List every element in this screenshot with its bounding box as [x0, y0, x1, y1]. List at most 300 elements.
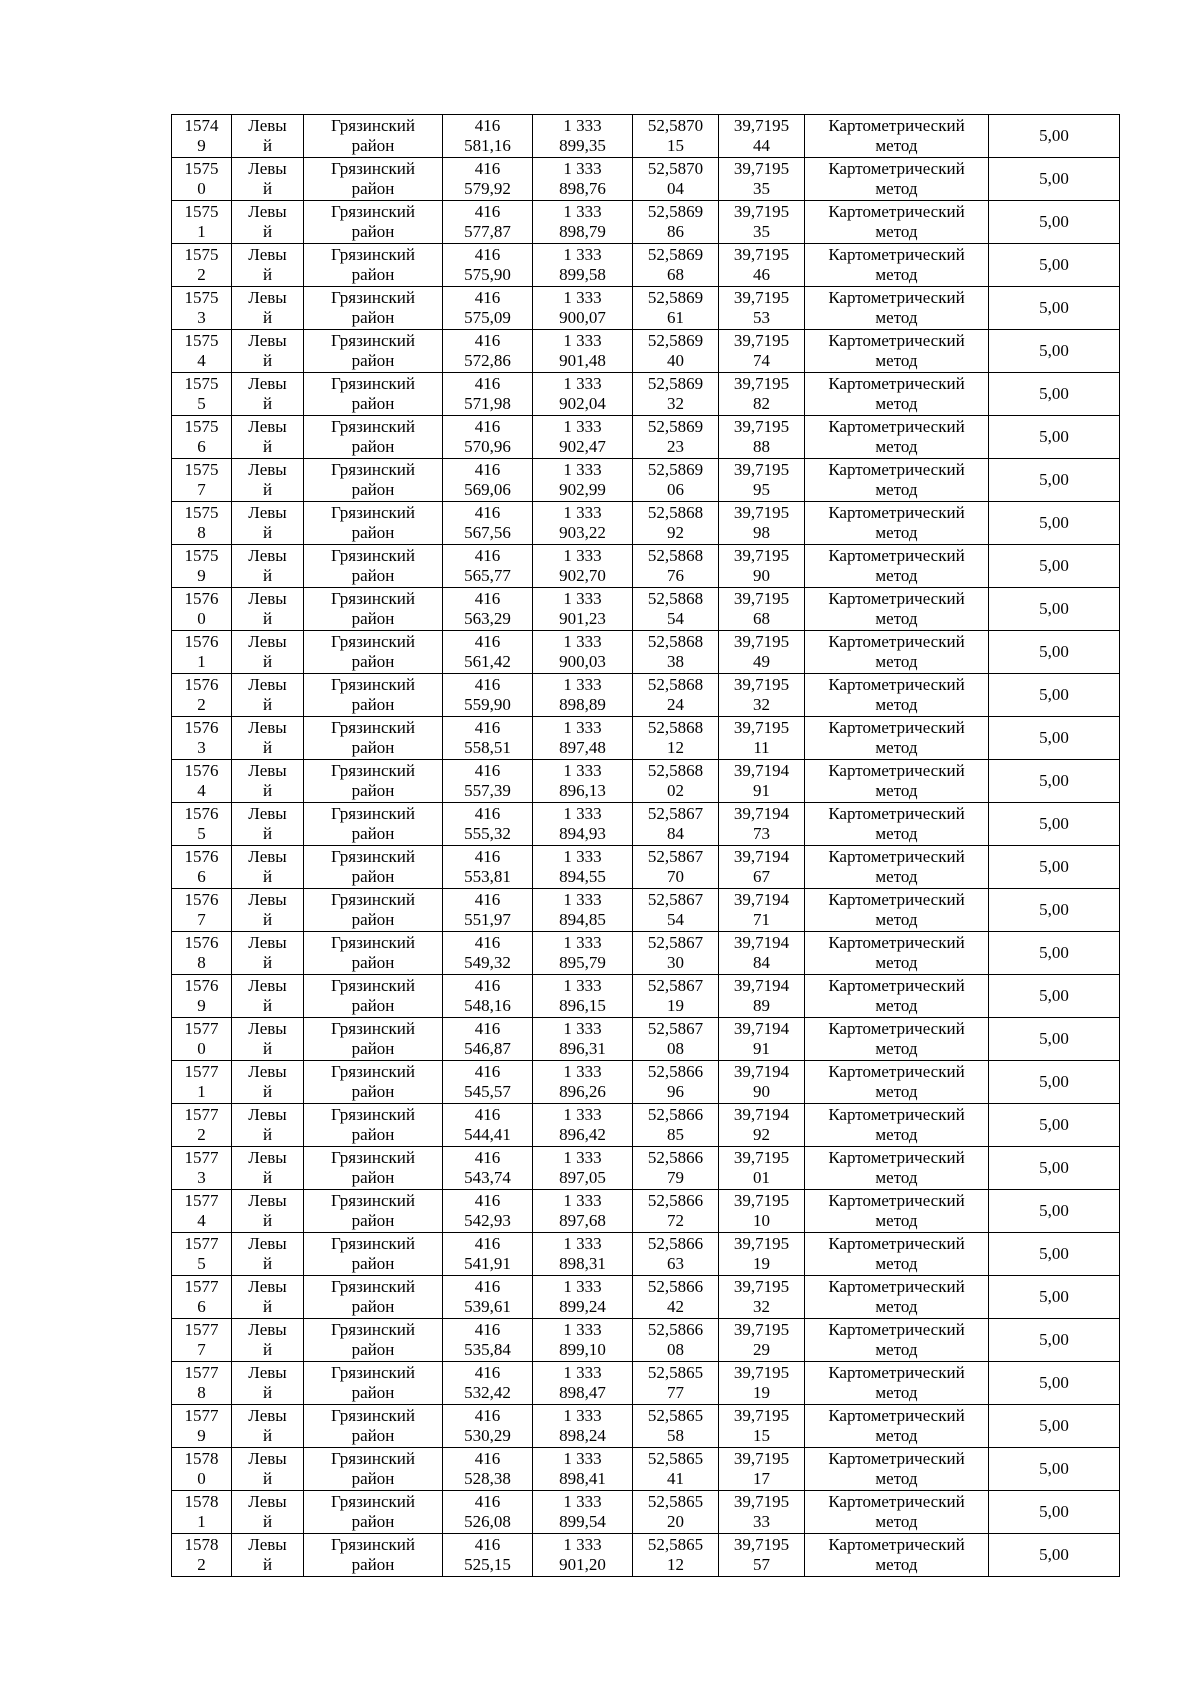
latitude-cell-line: 52,5865 — [647, 1363, 704, 1382]
longitude-cell — [719, 1018, 805, 1061]
side-cell — [232, 1534, 304, 1577]
latitude-cell-line: 76 — [667, 566, 684, 585]
coordinate-y-cell-line: 899,54 — [559, 1512, 606, 1531]
accuracy-cell — [989, 244, 1120, 287]
method-cell — [805, 373, 989, 416]
table-row — [172, 1319, 1120, 1362]
district-cell-line: район — [351, 910, 395, 929]
district-cell — [304, 674, 443, 717]
longitude-cell-line: 39,7195 — [733, 374, 790, 393]
coordinate-x-cell-line: 532,42 — [464, 1383, 511, 1402]
accuracy-cell — [989, 1233, 1120, 1276]
side-cell-line: й — [262, 480, 273, 499]
method-cell-line: Картометрический — [828, 288, 965, 307]
coordinate-x-cell-line: 565,77 — [464, 566, 511, 585]
coordinate-y-cell — [533, 975, 633, 1018]
point-number-cell-line: 1577 — [184, 1148, 219, 1167]
accuracy-cell-value: 5,00 — [1039, 255, 1069, 274]
longitude-cell — [719, 760, 805, 803]
longitude-cell-line: 39,7194 — [733, 1062, 790, 1081]
side-cell — [232, 373, 304, 416]
point-number-cell-line: 1575 — [184, 546, 219, 565]
accuracy-cell-value: 5,00 — [1039, 1330, 1069, 1349]
method-cell-line: Картометрический — [828, 632, 965, 651]
side-cell — [232, 1018, 304, 1061]
district-cell-line: Грязинский — [331, 804, 415, 823]
side-cell-line: й — [262, 738, 273, 757]
latitude-cell-line: 52,5866 — [647, 1234, 704, 1253]
table-row — [172, 1233, 1120, 1276]
latitude-cell-line: 23 — [667, 437, 684, 456]
method-cell-line: Картометрический — [828, 589, 965, 608]
accuracy-cell — [989, 1147, 1120, 1190]
accuracy-cell-value: 5,00 — [1039, 943, 1069, 962]
coordinate-x-cell-line: 528,38 — [464, 1469, 511, 1488]
district-cell-line: Грязинский — [331, 1535, 415, 1554]
longitude-cell — [719, 674, 805, 717]
table-row — [172, 1061, 1120, 1104]
accuracy-cell-value: 5,00 — [1039, 169, 1069, 188]
district-cell-line: район — [351, 781, 395, 800]
method-cell-line: метод — [875, 738, 918, 757]
method-cell-line: метод — [875, 1383, 918, 1402]
point-number-cell-line: 5 — [197, 1254, 206, 1273]
side-cell — [232, 1405, 304, 1448]
latitude-cell-line: 72 — [667, 1211, 684, 1230]
latitude-cell — [633, 803, 719, 846]
method-cell — [805, 1319, 989, 1362]
district-cell-line: Грязинский — [331, 1234, 415, 1253]
method-cell-line: метод — [875, 437, 918, 456]
coordinate-y-cell-line: 902,47 — [559, 437, 606, 456]
coordinate-y-cell — [533, 1061, 633, 1104]
latitude-cell-line: 24 — [667, 695, 684, 714]
district-cell-line: район — [351, 1254, 395, 1273]
coordinate-y-cell — [533, 932, 633, 975]
longitude-cell-line: 11 — [753, 738, 770, 757]
coordinate-y-cell — [533, 330, 633, 373]
longitude-cell — [719, 846, 805, 889]
side-cell-line: й — [262, 1254, 273, 1273]
point-number-cell-line: 1576 — [184, 890, 219, 909]
coordinate-x-cell-line: 416 — [474, 1105, 501, 1124]
point-number-cell — [172, 846, 232, 889]
district-cell-line: район — [351, 996, 395, 1015]
table-row — [172, 932, 1120, 975]
method-cell-line: Картометрический — [828, 331, 965, 350]
district-cell-line: Грязинский — [331, 1062, 415, 1081]
coordinate-y-cell-line: 1 333 — [563, 1062, 602, 1081]
point-number-cell-line: 1576 — [184, 761, 219, 780]
coordinate-y-cell-line: 1 333 — [563, 761, 602, 780]
coordinate-y-cell-line: 894,85 — [559, 910, 606, 929]
coordinate-x-cell-line: 416 — [474, 1406, 501, 1425]
district-cell-line: Грязинский — [331, 632, 415, 651]
coordinate-x-cell-line: 416 — [474, 1234, 501, 1253]
side-cell-line: Левы — [248, 331, 287, 350]
latitude-cell — [633, 889, 719, 932]
table-row — [172, 1362, 1120, 1405]
side-cell — [232, 201, 304, 244]
point-number-cell-line: 0 — [197, 609, 206, 628]
method-cell-line: Картометрический — [828, 245, 965, 264]
method-cell — [805, 287, 989, 330]
side-cell-line: й — [262, 609, 273, 628]
method-cell — [805, 545, 989, 588]
latitude-cell-line: 08 — [667, 1340, 684, 1359]
district-cell-line: Грязинский — [331, 976, 415, 995]
coordinate-y-cell — [533, 631, 633, 674]
district-cell — [304, 932, 443, 975]
point-number-cell-line: 7 — [197, 910, 206, 929]
method-cell-line: метод — [875, 1082, 918, 1101]
accuracy-cell-value: 5,00 — [1039, 642, 1069, 661]
longitude-cell — [719, 244, 805, 287]
district-cell — [304, 416, 443, 459]
side-cell-line: й — [262, 136, 273, 155]
longitude-cell-line: 39,7194 — [733, 847, 790, 866]
side-cell-line: й — [262, 265, 273, 284]
latitude-cell-line: 20 — [667, 1512, 684, 1531]
side-cell — [232, 115, 304, 158]
coordinate-y-cell — [533, 1233, 633, 1276]
accuracy-cell-value: 5,00 — [1039, 857, 1069, 876]
table-row — [172, 1018, 1120, 1061]
district-cell-line: Грязинский — [331, 331, 415, 350]
coordinate-y-cell-line: 1 333 — [563, 1406, 602, 1425]
district-cell-line: район — [351, 1125, 395, 1144]
side-cell-line: Левы — [248, 589, 287, 608]
table-row — [172, 717, 1120, 760]
longitude-cell-line: 39,7195 — [733, 331, 790, 350]
longitude-cell-line: 15 — [753, 1426, 770, 1445]
latitude-cell — [633, 115, 719, 158]
side-cell — [232, 545, 304, 588]
coordinate-x-cell-line: 416 — [474, 589, 501, 608]
accuracy-cell — [989, 889, 1120, 932]
coordinate-x-cell-line: 542,93 — [464, 1211, 511, 1230]
coordinate-x-cell-line: 416 — [474, 202, 501, 221]
coordinate-x-cell-line: 551,97 — [464, 910, 511, 929]
accuracy-cell-value: 5,00 — [1039, 556, 1069, 575]
point-number-cell-line: 1576 — [184, 718, 219, 737]
point-number-cell-line: 3 — [197, 308, 206, 327]
side-cell-line: Левы — [248, 1320, 287, 1339]
longitude-cell-line: 32 — [753, 1297, 770, 1316]
point-number-cell-line: 0 — [197, 1469, 206, 1488]
method-cell-line: Картометрический — [828, 976, 965, 995]
method-cell — [805, 1405, 989, 1448]
longitude-cell-line: 39,7195 — [733, 589, 790, 608]
latitude-cell-line: 52,5868 — [647, 718, 704, 737]
point-number-cell — [172, 975, 232, 1018]
method-cell-line: Картометрический — [828, 890, 965, 909]
district-cell-line: Грязинский — [331, 761, 415, 780]
point-number-cell-line: 1578 — [184, 1535, 219, 1554]
side-cell-line: й — [262, 523, 273, 542]
coordinate-x-cell — [443, 1534, 533, 1577]
district-cell — [304, 846, 443, 889]
side-cell-line: й — [262, 566, 273, 585]
coordinate-x-cell-line: 544,41 — [464, 1125, 511, 1144]
coordinate-x-cell-line: 555,32 — [464, 824, 511, 843]
latitude-cell-line: 52,5869 — [647, 417, 704, 436]
longitude-cell-line: 01 — [753, 1168, 770, 1187]
coordinate-x-cell-line: 549,32 — [464, 953, 511, 972]
method-cell — [805, 889, 989, 932]
method-cell — [805, 502, 989, 545]
point-number-cell-line: 1 — [197, 222, 206, 241]
method-cell-line: Картометрический — [828, 546, 965, 565]
point-number-cell — [172, 158, 232, 201]
accuracy-cell-value: 5,00 — [1039, 470, 1069, 489]
coordinate-x-cell — [443, 1405, 533, 1448]
side-cell — [232, 502, 304, 545]
longitude-cell — [719, 373, 805, 416]
district-cell — [304, 1018, 443, 1061]
point-number-cell — [172, 1104, 232, 1147]
point-number-cell-line: 5 — [197, 394, 206, 413]
district-cell-line: Грязинский — [331, 589, 415, 608]
longitude-cell-line: 68 — [753, 609, 770, 628]
coordinate-x-cell-line: 416 — [474, 933, 501, 952]
point-number-cell — [172, 545, 232, 588]
coordinate-y-cell-line: 1 333 — [563, 675, 602, 694]
coordinate-x-cell — [443, 932, 533, 975]
latitude-cell-line: 52,5869 — [647, 460, 704, 479]
latitude-cell — [633, 416, 719, 459]
district-cell-line: район — [351, 566, 395, 585]
side-cell-line: Левы — [248, 976, 287, 995]
method-cell-line: метод — [875, 867, 918, 886]
coordinate-y-cell-line: 898,47 — [559, 1383, 606, 1402]
accuracy-cell-value: 5,00 — [1039, 986, 1069, 1005]
method-cell — [805, 1448, 989, 1491]
accuracy-cell — [989, 932, 1120, 975]
longitude-cell — [719, 1061, 805, 1104]
side-cell-line: й — [262, 1039, 273, 1058]
coordinate-y-cell — [533, 115, 633, 158]
table-row — [172, 1276, 1120, 1319]
method-cell-line: метод — [875, 222, 918, 241]
point-number-cell-line: 1577 — [184, 1062, 219, 1081]
district-cell — [304, 287, 443, 330]
latitude-cell — [633, 502, 719, 545]
latitude-cell — [633, 932, 719, 975]
method-cell — [805, 244, 989, 287]
accuracy-cell-value: 5,00 — [1039, 1545, 1069, 1564]
district-cell — [304, 1190, 443, 1233]
point-number-cell-line: 6 — [197, 867, 206, 886]
table-row — [172, 1491, 1120, 1534]
coordinate-x-cell-line: 416 — [474, 417, 501, 436]
accuracy-cell-value: 5,00 — [1039, 1416, 1069, 1435]
coordinate-x-cell-line: 416 — [474, 503, 501, 522]
point-number-cell-line: 1575 — [184, 460, 219, 479]
side-cell-line: Левы — [248, 202, 287, 221]
coordinate-x-cell-line: 572,86 — [464, 351, 511, 370]
coordinate-x-cell-line: 416 — [474, 288, 501, 307]
side-cell — [232, 631, 304, 674]
district-cell — [304, 330, 443, 373]
coordinate-y-cell-line: 902,99 — [559, 480, 606, 499]
point-number-cell-line: 1578 — [184, 1492, 219, 1511]
longitude-cell-line: 53 — [753, 308, 770, 327]
point-number-cell-line: 8 — [197, 1383, 206, 1402]
coordinate-y-cell-line: 1 333 — [563, 1535, 602, 1554]
coordinate-y-cell-line: 899,35 — [559, 136, 606, 155]
point-number-cell-line: 1578 — [184, 1449, 219, 1468]
table-row — [172, 1190, 1120, 1233]
accuracy-cell-value: 5,00 — [1039, 1158, 1069, 1177]
latitude-cell-line: 52,5867 — [647, 933, 704, 952]
district-cell-line: Грязинский — [331, 288, 415, 307]
method-cell — [805, 631, 989, 674]
district-cell-line: район — [351, 1082, 395, 1101]
longitude-cell-line: 39,7195 — [733, 1363, 790, 1382]
latitude-cell — [633, 846, 719, 889]
point-number-cell-line: 1576 — [184, 804, 219, 823]
longitude-cell — [719, 588, 805, 631]
longitude-cell-line: 39,7195 — [733, 1148, 790, 1167]
point-number-cell-line: 0 — [197, 1039, 206, 1058]
longitude-cell-line: 39,7195 — [733, 245, 790, 264]
district-cell-line: Грязинский — [331, 1277, 415, 1296]
longitude-cell-line: 39,7194 — [733, 761, 790, 780]
coordinate-y-cell-line: 1 333 — [563, 374, 602, 393]
coordinate-x-cell-line: 416 — [474, 245, 501, 264]
latitude-cell-line: 41 — [667, 1469, 684, 1488]
point-number-cell-line: 2 — [197, 1555, 206, 1574]
coordinate-x-cell-line: 535,84 — [464, 1340, 511, 1359]
method-cell-line: Картометрический — [828, 1234, 965, 1253]
district-cell — [304, 803, 443, 846]
accuracy-cell — [989, 717, 1120, 760]
method-cell-line: Картометрический — [828, 718, 965, 737]
coordinate-y-cell-line: 1 333 — [563, 503, 602, 522]
district-cell — [304, 588, 443, 631]
district-cell-line: район — [351, 136, 395, 155]
latitude-cell-line: 52,5868 — [647, 589, 704, 608]
point-number-cell — [172, 1534, 232, 1577]
method-cell — [805, 975, 989, 1018]
accuracy-cell-value: 5,00 — [1039, 900, 1069, 919]
point-number-cell-line: 6 — [197, 1297, 206, 1316]
coordinate-y-cell-line: 900,03 — [559, 652, 606, 671]
point-number-cell-line: 1575 — [184, 202, 219, 221]
longitude-cell — [719, 975, 805, 1018]
side-cell — [232, 1061, 304, 1104]
point-number-cell — [172, 373, 232, 416]
coordinate-y-cell-line: 898,31 — [559, 1254, 606, 1273]
latitude-cell — [633, 1061, 719, 1104]
longitude-cell — [719, 1190, 805, 1233]
method-cell — [805, 588, 989, 631]
coordinate-x-cell — [443, 201, 533, 244]
coordinate-y-cell-line: 900,07 — [559, 308, 606, 327]
district-cell-line: Грязинский — [331, 1191, 415, 1210]
coordinate-x-cell-line: 416 — [474, 1019, 501, 1038]
side-cell-line: й — [262, 953, 273, 972]
side-cell-line: й — [262, 695, 273, 714]
coordinate-x-cell — [443, 1233, 533, 1276]
district-cell-line: Грязинский — [331, 933, 415, 952]
latitude-cell — [633, 674, 719, 717]
method-cell-line: Картометрический — [828, 847, 965, 866]
coordinate-y-cell — [533, 1448, 633, 1491]
coordinate-y-cell-line: 898,24 — [559, 1426, 606, 1445]
district-cell-line: Грязинский — [331, 159, 415, 178]
accuracy-cell — [989, 545, 1120, 588]
longitude-cell-line: 82 — [753, 394, 770, 413]
coordinate-x-cell — [443, 1104, 533, 1147]
accuracy-cell — [989, 1276, 1120, 1319]
coordinate-y-cell-line: 901,20 — [559, 1555, 606, 1574]
coordinate-x-cell — [443, 975, 533, 1018]
coordinate-y-cell — [533, 803, 633, 846]
latitude-cell — [633, 1233, 719, 1276]
method-cell-line: Картометрический — [828, 1019, 965, 1038]
latitude-cell-line: 52,5869 — [647, 245, 704, 264]
district-cell-line: район — [351, 953, 395, 972]
table-row — [172, 502, 1120, 545]
longitude-cell-line: 74 — [753, 351, 770, 370]
point-number-cell-line: 9 — [197, 1426, 206, 1445]
district-cell-line: район — [351, 652, 395, 671]
latitude-cell-line: 52,5867 — [647, 804, 704, 823]
coordinate-x-cell-line: 548,16 — [464, 996, 511, 1015]
coordinate-x-cell — [443, 1362, 533, 1405]
point-number-cell-line: 1577 — [184, 1406, 219, 1425]
method-cell-line: Картометрический — [828, 116, 965, 135]
table-row — [172, 115, 1120, 158]
longitude-cell-line: 32 — [753, 695, 770, 714]
district-cell-line: Грязинский — [331, 460, 415, 479]
coordinate-y-cell — [533, 287, 633, 330]
longitude-cell — [719, 1104, 805, 1147]
latitude-cell — [633, 545, 719, 588]
district-cell-line: район — [351, 308, 395, 327]
coordinate-x-cell-line: 571,98 — [464, 394, 511, 413]
method-cell-line: Картометрический — [828, 675, 965, 694]
side-cell-line: Левы — [248, 1535, 287, 1554]
method-cell-line: Картометрический — [828, 460, 965, 479]
district-cell — [304, 373, 443, 416]
longitude-cell — [719, 1233, 805, 1276]
longitude-cell-line: 84 — [753, 953, 770, 972]
point-number-cell-line: 9 — [197, 566, 206, 585]
district-cell-line: район — [351, 1555, 395, 1574]
point-number-cell-line: 9 — [197, 136, 206, 155]
coordinate-y-cell-line: 1 333 — [563, 460, 602, 479]
accuracy-cell-value: 5,00 — [1039, 685, 1069, 704]
longitude-cell-line: 39,7195 — [733, 1234, 790, 1253]
method-cell-line: метод — [875, 265, 918, 284]
method-cell-line: Картометрический — [828, 761, 965, 780]
method-cell-line: Картометрический — [828, 1406, 965, 1425]
latitude-cell — [633, 1448, 719, 1491]
side-cell — [232, 1190, 304, 1233]
side-cell-line: Левы — [248, 245, 287, 264]
accuracy-cell — [989, 1362, 1120, 1405]
district-cell-line: район — [351, 1426, 395, 1445]
coordinate-y-cell-line: 897,68 — [559, 1211, 606, 1230]
latitude-cell — [633, 631, 719, 674]
latitude-cell-line: 54 — [667, 609, 684, 628]
coordinate-y-cell-line: 896,31 — [559, 1039, 606, 1058]
method-cell — [805, 201, 989, 244]
coordinate-y-cell — [533, 244, 633, 287]
